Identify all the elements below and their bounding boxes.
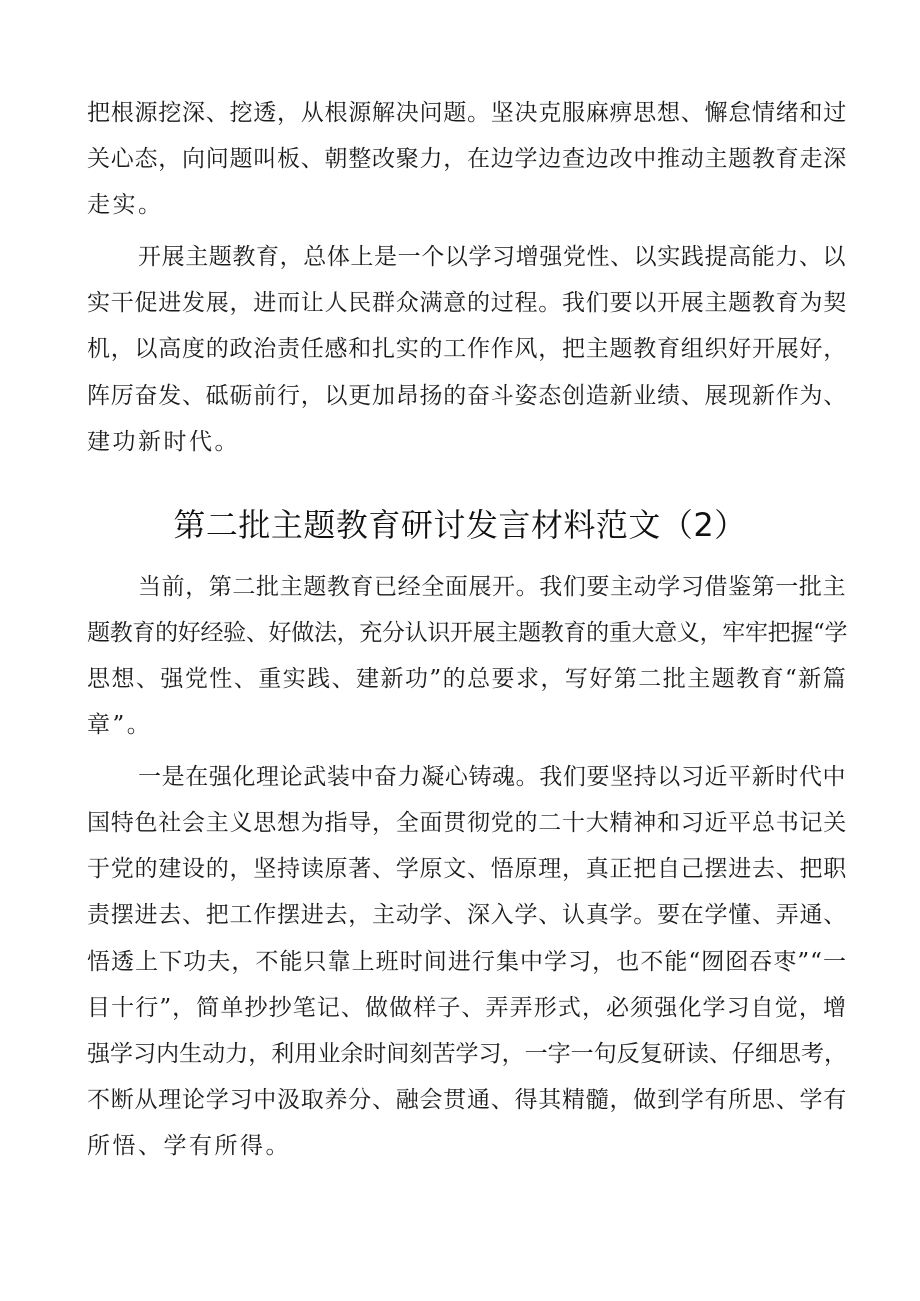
text-line: 所悟、学有所得。 <box>87 1133 291 1159</box>
text-line: 悟透上下功夫，不能只靠上班时间进行集中学习，也不能“囫囵吞枣”“一 <box>87 949 847 975</box>
section-title: 第二批主题教育研讨发言材料范文（2） <box>173 506 747 544</box>
text-line: 不断从理论学习中汲取养分、融会贯通、得其精髓，做到学有所思、学有 <box>87 1087 847 1113</box>
text-line: 题教育的好经验、好做法，充分认识开展主题教育的重大意义，牢牢把握“学 <box>87 620 847 646</box>
text-line: 强学习内生动力，利用业余时间刻苦学习，一字一句反复研读、仔细思考， <box>87 1041 847 1067</box>
text-line: 当前，第二批主题教育已经全面展开。我们要主动学习借鉴第一批主 <box>138 574 846 600</box>
text-line: 于党的建设的，坚持读原著、学原文、悟原理，真正把自己摆进去、把职 <box>87 856 847 882</box>
text-line: 机，以高度的政治责任感和扎实的工作作风，把主题教育组织好开展好， <box>87 336 847 362</box>
text-line: 走实。 <box>87 192 164 218</box>
text-line: 目十行”，简单抄抄笔记、做做样子、弄弄形式，必须强化学习自觉，增 <box>87 995 847 1021</box>
text-line: 把根源挖深、挖透，从根源解决问题。坚决克服麻痹思想、懈怠情绪和过 <box>87 100 847 126</box>
text-line: 阵厉奋发、砥砺前行，以更加昂扬的奋斗姿态创造新业绩、展现新作为、 <box>87 383 847 409</box>
text-line: 实干促进发展，进而让人民群众满意的过程。我们要以开展主题教育为契 <box>87 290 847 316</box>
text-line: 章”。 <box>87 712 153 738</box>
text-line: 责摆进去、把工作摆进去，主动学、深入学、认真学。要在学懂、弄通、 <box>87 902 847 928</box>
text-line: 建功新时代。 <box>87 429 240 455</box>
text-line: 关心态，向问题叫板、朝整改聚力，在边学边查边改中推动主题教育走深 <box>87 146 847 172</box>
text-line: 思想、强党性、重实践、建新功”的总要求，写好第二批主题教育“新篇 <box>87 666 847 692</box>
text-line: 国特色社会主义思想为指导，全面贯彻党的二十大精神和习近平总书记关 <box>87 810 847 836</box>
text-line: 开展主题教育，总体上是一个以学习增强党性、以实践提高能力、以 <box>138 244 846 270</box>
text-line: 一是在强化理论武装中奋力凝心铸魂。我们要坚持以习近平新时代中 <box>138 764 846 790</box>
